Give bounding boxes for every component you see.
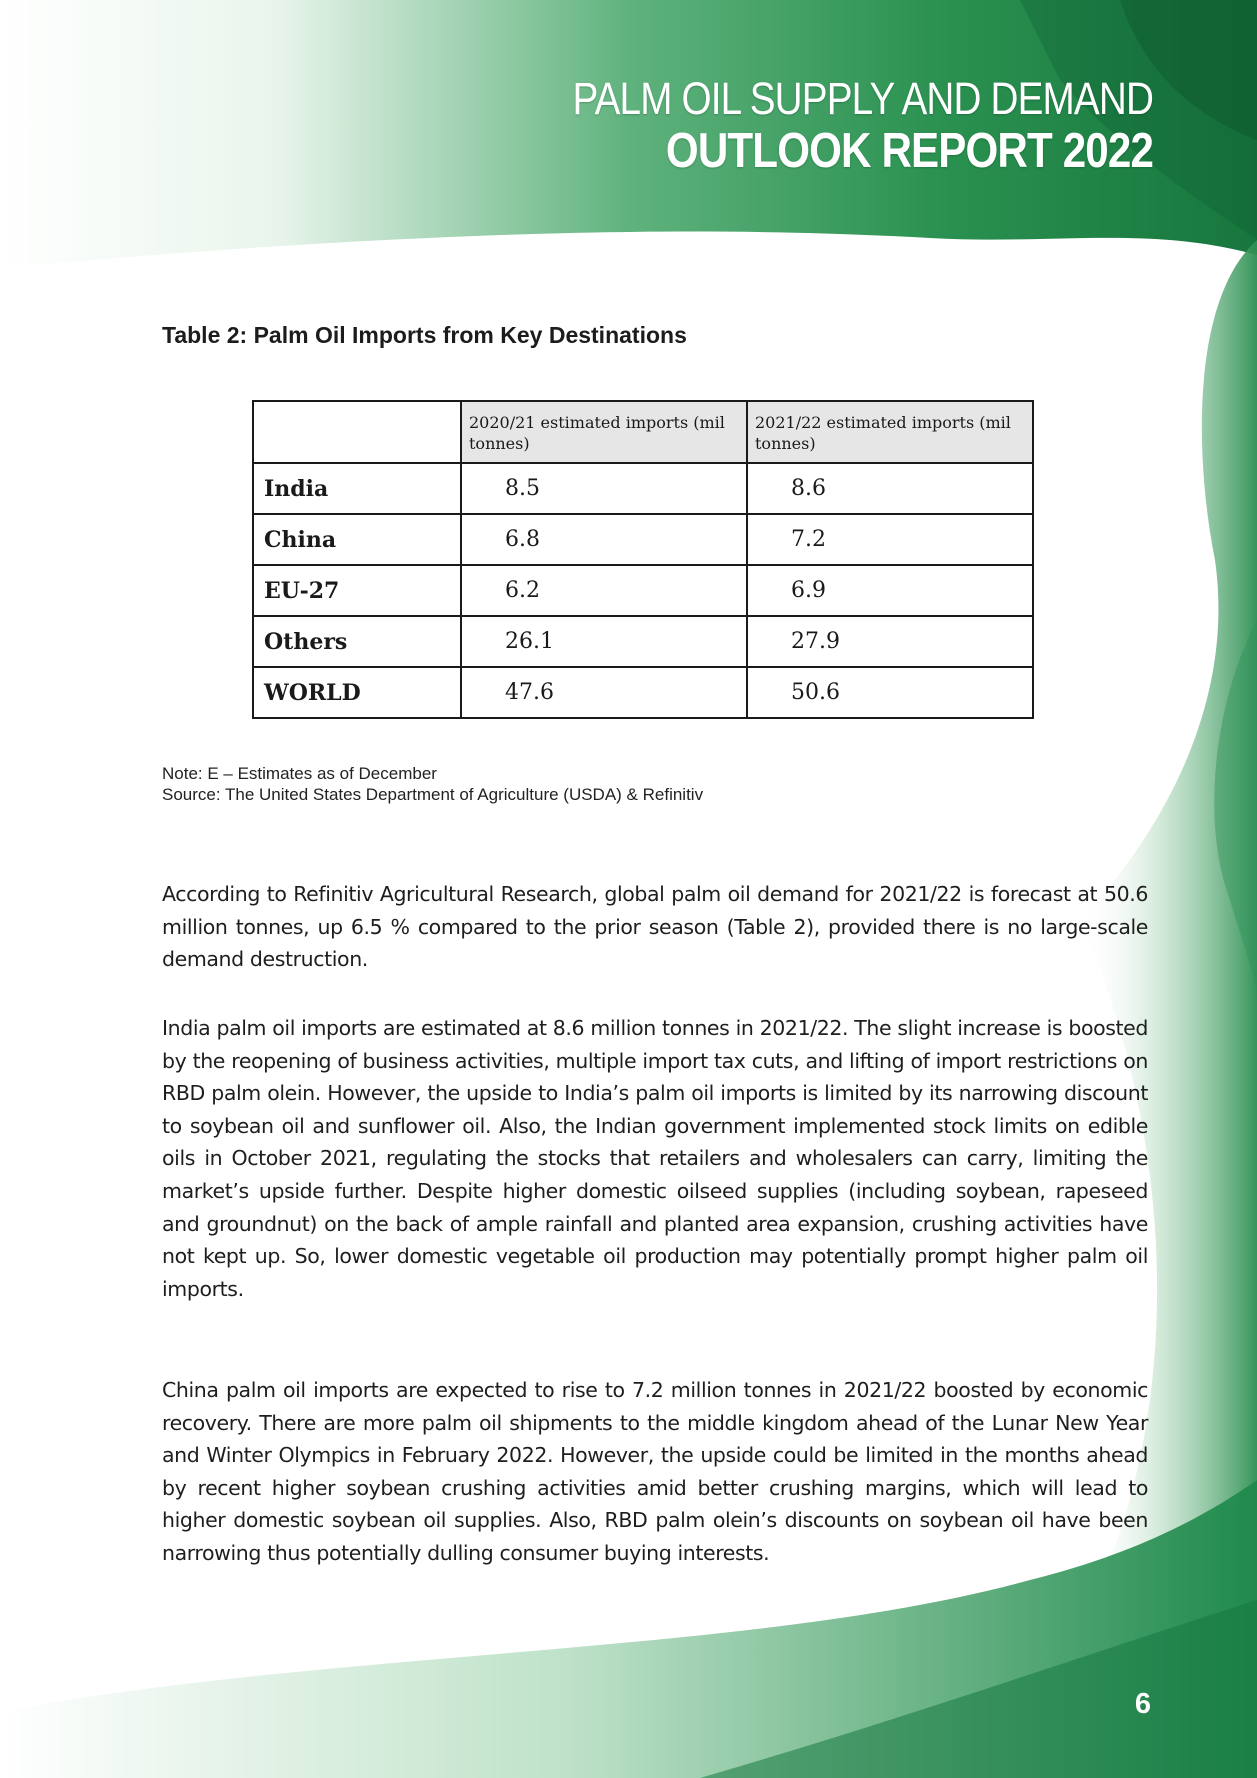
value-cell-2021-22: 27.9	[747, 616, 1033, 667]
value-cell-2020-21: 6.2	[461, 565, 747, 616]
value-cell-2021-22: 7.2	[747, 514, 1033, 565]
header-cell-2020-21: 2020/21 estimated imports (mil tonnes)	[461, 401, 747, 463]
country-cell: India	[253, 463, 461, 514]
country-cell: EU-27	[253, 565, 461, 616]
table-notes	[162, 763, 703, 805]
value-cell-2021-22: 50.6	[747, 667, 1033, 718]
value-cell-2020-21: 26.1	[461, 616, 747, 667]
table-row	[253, 667, 1033, 718]
header-cell-2021-22: 2021/22 estimated imports (mil tonnes)	[747, 401, 1033, 463]
table-source: Source: The United States Department of Agriculture (USDA) & Refinitiv	[162, 785, 704, 804]
table-row	[253, 514, 1033, 565]
table-header-row	[253, 401, 1033, 463]
report-title	[478, 73, 1153, 178]
value-cell-2020-21: 8.5	[461, 463, 747, 514]
body-paragraph: China palm oil imports are expected to rise to 7.2 million tonnes in 2021/22 boosted by economic recovery. There are more palm oil shipments to the middle kingdom ahead of the Lunar New Year and Winter Olympics in February 2022. However, the upside could be limited in the months ahead by recent higher soybean crushing activities amid better crushing margins, which will lead to higher domestic soybean oil supplies. Also, RBD palm olein’s discounts on soybean oil have been narrowing thus potentially dulling consumer buying interests.	[162, 1378, 1148, 1565]
table-row	[253, 616, 1033, 667]
report-title-line1: PALM OIL SUPPLY AND DEMAND	[572, 73, 1153, 124]
header-cell-empty	[253, 401, 461, 463]
table-title: Table 2: Palm Oil Imports from Key Destinations	[162, 322, 687, 348]
report-title-line2: OUTLOOK REPORT 2022	[665, 124, 1153, 178]
body-paragraph: According to Refinitiv Agricultural Research, global palm oil demand for 2021/22 is forecast at 50.6 million tonnes, up 6.5 % compared to the prior season (Table 2), provided there is no large-scale demand destruction.	[162, 882, 1148, 972]
table-row	[253, 463, 1033, 514]
table-note: Note: E – Estimates as of December	[162, 764, 437, 783]
value-cell-2021-22: 6.9	[747, 565, 1033, 616]
country-cell: China	[253, 514, 461, 565]
country-cell: WORLD	[253, 667, 461, 718]
page-number: 6	[1134, 1688, 1151, 1720]
body-paragraph: India palm oil imports are estimated at 8.6 million tonnes in 2021/22. The slight increase is boosted by the reopening of business activities, multiple import tax cuts, and lifting of import restrictions on RBD palm olein. However, the upside to India’s palm oil imports is limited by its narrowing discount to soybean oil and sunflower oil. Also, the Indian government implemented stock limits on edible oils in October 2021, regulating the stocks that retailers and wholesalers can carry, limiting the market’s upside further. Despite higher domestic oilseed supplies (including soybean, rapeseed and groundnut) on the back of ample rainfall and planted area expansion, crushing activities have not kept up. So, lower domestic vegetable oil production may potentially prompt higher palm oil imports.	[162, 1016, 1148, 1301]
value-cell-2020-21: 6.8	[461, 514, 747, 565]
imports-table	[252, 400, 1034, 719]
country-cell: Others	[253, 616, 461, 667]
table-row	[253, 565, 1033, 616]
value-cell-2021-22: 8.6	[747, 463, 1033, 514]
value-cell-2020-21: 47.6	[461, 667, 747, 718]
